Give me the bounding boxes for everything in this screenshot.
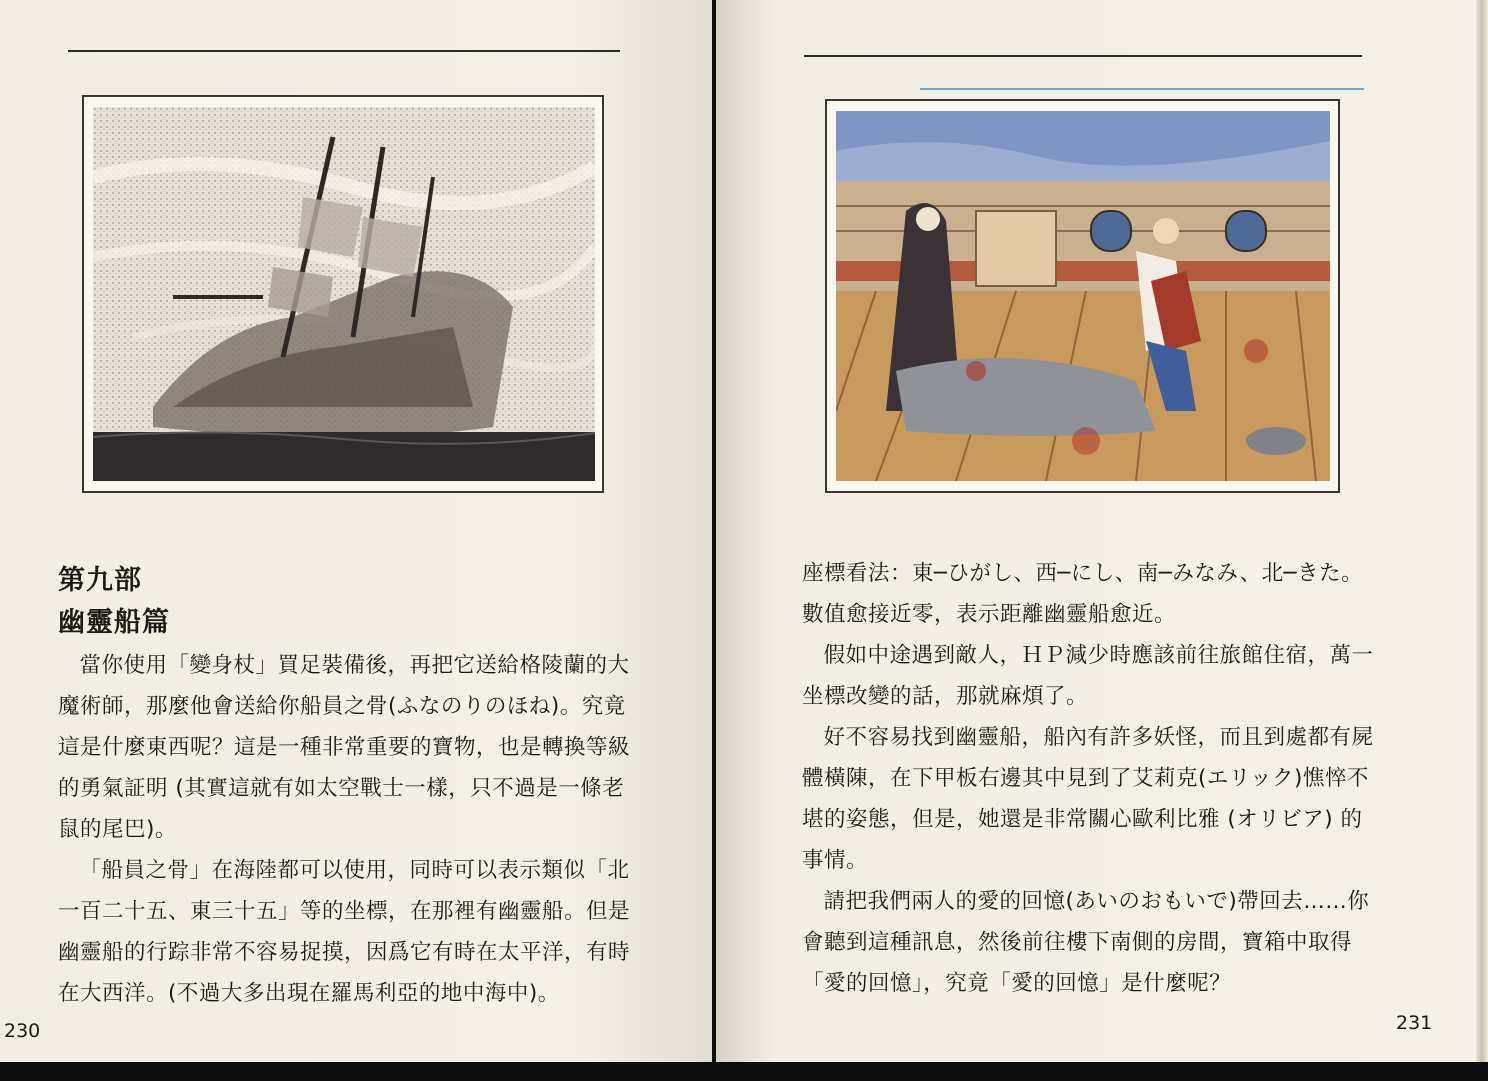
right-body-text — [802, 553, 1382, 1004]
page-number-left: 230 — [4, 1020, 41, 1042]
accent-rule — [920, 88, 1364, 90]
ghost-ship-illustration — [82, 95, 604, 493]
ship-deck-illustration — [825, 99, 1340, 493]
left-body-text — [58, 645, 634, 1014]
right-paragraph-3: 好不容易找到幽靈船，船內有許多妖怪，而且到處都有屍體橫陳，在下甲板右邊其中見到了艾莉克(エリック)憔悴不堪的姿態，但是，她還是非常關心歐利比雅 (オリビア) 的事情。 — [802, 725, 1374, 873]
top-rule — [804, 55, 1362, 57]
right-paragraph-2: 假如中途遇到敵人，ＨＰ減少時應該前往旅館住宿，萬一坐標改變的話，那就麻煩了。 — [802, 643, 1374, 709]
right-paragraph-4: 請把我們兩人的愛的回憶(あいのおもいで)帶回去……你會聽到這種訊息，然後前往樓下南側的房間，寶箱中取得「愛的回憶」，究竟「愛的回憶」是什麼呢？ — [802, 889, 1370, 996]
right-paragraph-1: 座標看法：東─ひがし、西─にし、南─みなみ、北─きた。數值愈接近零，表示距離幽靈船愈近。 — [802, 561, 1364, 627]
right-page — [716, 0, 1476, 1062]
page-number-right: 231 — [1396, 1012, 1433, 1034]
chapter-label: 第九部 — [58, 565, 142, 596]
left-paragraph-1: 當你使用「變身杖」買足裝備後，再把它送給格陵蘭的大魔術師，那麼他會送給你船員之骨(ふなのりのほね)。究竟這是什麼東西呢？這是一種非常重要的寶物，也是轉換等級的勇氣証明 (其實這就有如太空戰士一樣，只不過是一條老鼠的尾巴)。 — [58, 653, 631, 842]
page-edge — [1476, 0, 1488, 1062]
chapter-title: 幽靈船篇 — [58, 607, 170, 638]
top-rule — [68, 50, 620, 52]
left-paragraph-2: 「船員之骨」在海陸都可以使用，同時可以表示類似「北一百二十五、東三十五」等的坐標，在那裡有幽靈船。但是幽靈船的行踪非常不容易捉摸，因爲它有時在太平洋，有時在大西洋。(不過大多出現在羅馬利亞的地中海中)。 — [58, 858, 631, 1006]
left-page — [0, 0, 712, 1062]
